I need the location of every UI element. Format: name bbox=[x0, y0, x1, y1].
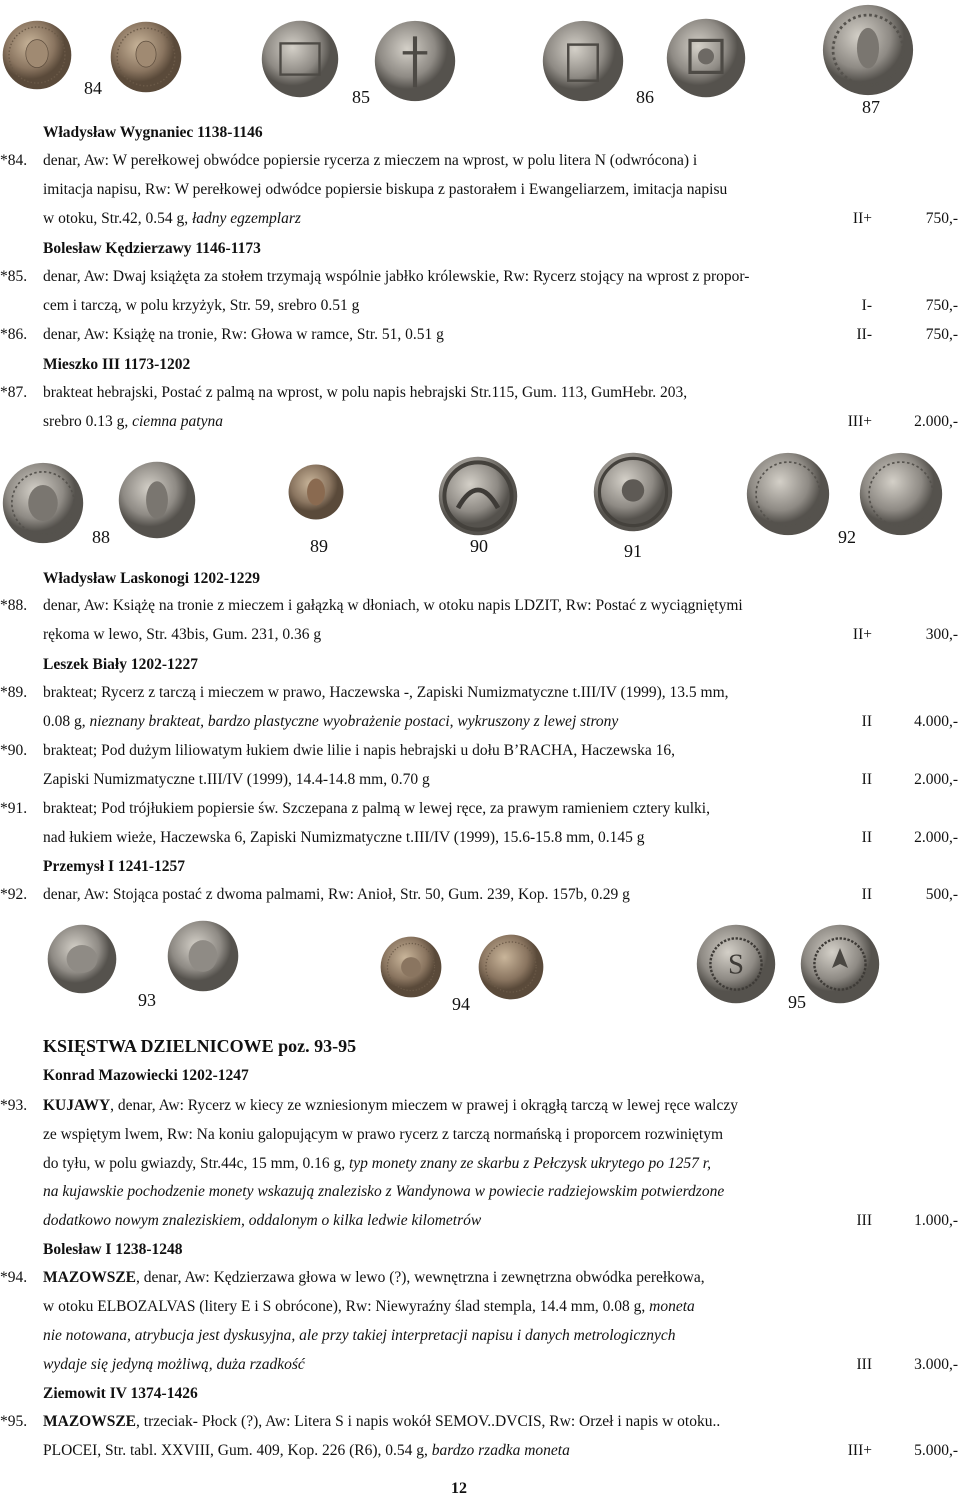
lot-note: ładny egzemplarz bbox=[191, 210, 301, 227]
coin-label-86: 86 bbox=[636, 87, 654, 107]
lot-number: *87. bbox=[0, 384, 28, 401]
coin-94-reverse bbox=[478, 934, 544, 1000]
lot-number: *93. bbox=[0, 1097, 28, 1114]
lot-price: 5.000,- bbox=[914, 1442, 958, 1459]
lot-price: 2.000,- bbox=[914, 413, 958, 430]
coin-85-obverse bbox=[258, 20, 342, 98]
coin-label-94: 94 bbox=[452, 994, 470, 1014]
lot-grade: I- bbox=[861, 297, 872, 314]
region-name: MAZOWSZE bbox=[43, 1413, 137, 1430]
lot-grade: III bbox=[856, 1356, 872, 1373]
section-title: KSIĘSTWA DZIELNICOWE poz. 93-95 bbox=[43, 1036, 357, 1056]
coin-91 bbox=[592, 452, 674, 532]
coin-label-84: 84 bbox=[84, 78, 102, 98]
lot-description bbox=[43, 1183, 724, 1201]
lot-grade: II bbox=[861, 829, 872, 846]
lot-description bbox=[43, 1442, 570, 1460]
coin-label-87: 87 bbox=[862, 97, 880, 117]
coin-label-88: 88 bbox=[92, 527, 110, 547]
lot-grade: II bbox=[861, 886, 872, 903]
lot-description bbox=[43, 1413, 720, 1431]
lot-number: *88. bbox=[0, 597, 28, 614]
coin-label-90: 90 bbox=[470, 536, 488, 556]
lot-text: , denar, Aw: Rycerz w kiecy ze wzniesionym mieczem w prawej i okrągłą tarczą w lewej ręce walczy bbox=[110, 1097, 738, 1114]
lot-description: brakteat hebrajski, Postać z palmą na wprost, w polu napis hebrajski Str.115, Gum. 113, GumHebr. 203, bbox=[43, 384, 688, 401]
lot-description bbox=[43, 1327, 676, 1345]
coin-85-reverse bbox=[372, 20, 458, 102]
lot-price: 750,- bbox=[925, 210, 958, 227]
coin-86-reverse bbox=[665, 18, 747, 98]
lot-description bbox=[43, 1097, 738, 1115]
lot-description: cem i tarczą, w polu krzyżyk, Str. 59, srebro 0.51 g bbox=[43, 297, 360, 314]
coin-92-obverse bbox=[746, 452, 830, 536]
ruler-heading: Ziemowit IV 1374-1426 bbox=[43, 1385, 198, 1402]
lot-description: denar, Aw: Książę na tronie z mieczem i gałązką w dłoniach, w otoku napis LDZIT, Rw: Postać z wyciągniętymi bbox=[43, 597, 743, 614]
lot-text: do tyłu, w polu gwiazdy, Str.44c, 15 mm, 0.16 g, bbox=[43, 1155, 346, 1172]
svg-text:S: S bbox=[727, 948, 745, 981]
coin-90 bbox=[438, 456, 518, 536]
lot-number: *86. bbox=[0, 326, 28, 343]
lot-description: denar, Aw: Stojąca postać z dwoma palmami, Rw: Anioł, Str. 50, Gum. 239, Kop. 157b, 0.29 g bbox=[43, 886, 630, 903]
coin-95-reverse bbox=[800, 924, 880, 1004]
lot-grade: II- bbox=[856, 326, 872, 343]
ruler-heading: Konrad Mazowiecki 1202-1247 bbox=[43, 1067, 249, 1084]
lot-number: *90. bbox=[0, 742, 28, 759]
lot-price: 2.000,- bbox=[914, 771, 958, 788]
ruler-heading: Mieszko III 1173-1202 bbox=[43, 356, 191, 373]
ruler-heading: Bolesław Kędzierzawy 1146-1173 bbox=[43, 240, 261, 257]
lot-text: srebro 0.13 g, bbox=[43, 413, 129, 430]
lot-text: 0.08 g, bbox=[43, 713, 86, 730]
lot-description: denar, Aw: Dwaj książęta za stołem trzymają wspólnie jabłko królewskie, Rw: Rycerz stojący na wprost z propor- bbox=[43, 268, 750, 285]
lot-grade: II bbox=[861, 771, 872, 788]
lot-description bbox=[43, 1155, 711, 1173]
lot-description: ze wspiętym lwem, Rw: Na koniu galopującym w prawo rycerz z tarczą normańską i proporcem rozwiniętym bbox=[43, 1126, 724, 1143]
lot-grade: II+ bbox=[852, 626, 872, 643]
coin-92-reverse bbox=[856, 452, 946, 536]
coin-84-obverse bbox=[2, 20, 72, 90]
ruler-heading: Władysław Laskonogi 1202-1229 bbox=[43, 570, 261, 587]
coin-95-obverse bbox=[696, 924, 776, 1004]
coin-87 bbox=[822, 4, 914, 96]
lot-price: 4.000,- bbox=[914, 713, 958, 730]
lot-number: *85. bbox=[0, 268, 28, 285]
lot-grade: III bbox=[856, 1212, 872, 1229]
lot-note: typ monety znany ze skarbu z Pełczysk ukrytego po 1257 r, bbox=[348, 1155, 711, 1172]
coin-label-93: 93 bbox=[138, 990, 156, 1010]
lot-price: 1.000,- bbox=[914, 1212, 958, 1229]
lot-description: brakteat; Pod trójłukiem popiersie św. Szczepana z palmą w lewej ręce, za prawym ramieniem cztery kulki, bbox=[43, 800, 710, 817]
coin-93-obverse bbox=[46, 924, 118, 994]
coin-93-reverse bbox=[166, 920, 240, 992]
ruler-heading: Władysław Wygnaniec 1138-1146 bbox=[43, 124, 263, 141]
lot-grade: II bbox=[861, 713, 872, 730]
lot-price: 750,- bbox=[925, 297, 958, 314]
lot-note: moneta bbox=[649, 1298, 695, 1315]
ruler-heading: Przemysł I 1241-1257 bbox=[43, 858, 186, 875]
lot-description bbox=[43, 1298, 695, 1316]
lot-text: PLOCEI, Str. tabl. XXVIII, Gum. 409, Kop. 226 (R6), 0.54 g, bbox=[43, 1442, 428, 1459]
lot-number: *89. bbox=[0, 684, 28, 701]
lot-note: na kujawskie pochodzenie monety wskazują znalezisko z Wandynowa w powiecie radziejowskim potwierdzone bbox=[43, 1183, 725, 1200]
lot-description: nad łukiem wieże, Haczewska 6, Zapiski Numizmatyczne t.III/IV (1999), 15.6-15.8 mm, 0.145 g bbox=[43, 829, 645, 846]
lot-price: 3.000,- bbox=[914, 1356, 958, 1373]
lot-description: imitacja napisu, Rw: W perełkowej odwódce popiersie biskupa z pastorałem i Ewangeliarzem, imitacja napisu bbox=[43, 181, 728, 198]
lot-note: nie notowana, atrybucja jest dyskusyjna, ale przy takiej interpretacji napisu i danych metrologicznych bbox=[43, 1327, 676, 1344]
lot-note: dodatkowo nowym znaleziskiem, oddalonym o kilka ledwie kilometrów bbox=[43, 1212, 482, 1229]
lot-description: brakteat; Pod dużym liliowatym łukiem dwie lilie i napis hebrajski u dołu B’RACHA, Haczewska 16, bbox=[43, 742, 675, 759]
lot-note: nieznany brakteat, bardzo plastyczne wyobrażenie postaci, wykruszony z lewej strony bbox=[89, 713, 619, 730]
coin-94-obverse bbox=[378, 936, 444, 998]
lot-number: *91. bbox=[0, 800, 28, 817]
lot-price: 300,- bbox=[925, 626, 958, 643]
page-number: 12 bbox=[451, 1480, 467, 1497]
lot-description bbox=[43, 413, 223, 431]
lot-description bbox=[43, 210, 301, 228]
lot-text: , trzeciak- Płock (?), Aw: Litera S i napis wokół SEMOV..DVCIS, Rw: Orzeł i napis w otoku.. bbox=[136, 1413, 721, 1430]
lot-number: *84. bbox=[0, 152, 28, 169]
coin-label-92: 92 bbox=[838, 527, 856, 547]
coin-label-91: 91 bbox=[624, 541, 642, 561]
lot-number: *92. bbox=[0, 886, 28, 903]
lot-text: , denar, Aw: Kędzierzawa głowa w lewo (?), wewnętrzna i zewnętrzna obwódka perełkowa, bbox=[136, 1269, 705, 1286]
lot-note: ciemna patyna bbox=[132, 413, 223, 430]
region-name: KUJAWY bbox=[43, 1097, 111, 1114]
coin-88-obverse bbox=[2, 462, 84, 544]
lot-description bbox=[43, 713, 618, 731]
lot-description: Zapiski Numizmatyczne t.III/IV (1999), 14.4-14.8 mm, 0.70 g bbox=[43, 771, 430, 788]
ruler-heading: Bolesław I 1238-1248 bbox=[43, 1241, 183, 1258]
ruler-heading: Leszek Biały 1202-1227 bbox=[43, 656, 198, 673]
lot-description: denar, Aw: Książę na tronie, Rw: Głowa w ramce, Str. 51, 0.51 g bbox=[43, 326, 444, 343]
lot-description: denar, Aw: W perełkowej obwódce popiersie rycerza z mieczem na wprost, w polu litera N (odwrócona) i bbox=[43, 152, 698, 169]
coin-84-reverse bbox=[110, 18, 182, 96]
lot-price: 750,- bbox=[925, 326, 958, 343]
coin-89 bbox=[288, 463, 344, 521]
coin-label-85: 85 bbox=[352, 87, 370, 107]
lot-number: *95. bbox=[0, 1413, 28, 1430]
lot-description bbox=[43, 1356, 305, 1374]
coin-86-obverse bbox=[540, 20, 626, 102]
lot-text: w otoku, Str.42, 0.54 g, bbox=[43, 210, 189, 227]
lot-description bbox=[43, 1212, 481, 1230]
coin-label-89: 89 bbox=[310, 536, 328, 556]
lot-note: wydaje się jedyną możliwą, duża rzadkość bbox=[43, 1356, 305, 1373]
lot-note: bardzo rzadka moneta bbox=[431, 1442, 570, 1459]
coin-88-reverse bbox=[118, 460, 196, 540]
lot-grade: III+ bbox=[847, 1442, 872, 1459]
lot-price: 500,- bbox=[925, 886, 958, 903]
lot-text: w otoku ELBOZALVAS (litery E i S obrócone), Rw: Niewyraźny ślad stempla, 14.4 mm, 0.08 g, bbox=[43, 1298, 646, 1315]
region-name: MAZOWSZE bbox=[43, 1269, 137, 1286]
lot-description bbox=[43, 1269, 705, 1287]
lot-number: *94. bbox=[0, 1269, 28, 1286]
lot-description: rękoma w lewo, Str. 43bis, Gum. 231, 0.36 g bbox=[43, 626, 322, 643]
lot-price: 2.000,- bbox=[914, 829, 958, 846]
coin-label-95: 95 bbox=[788, 992, 806, 1012]
lot-grade: II+ bbox=[852, 210, 872, 227]
lot-description: brakteat; Rycerz z tarczą i mieczem w prawo, Haczewska -, Zapiski Numizmatyczne t.III/IV (1999), 13.5 mm, bbox=[43, 684, 729, 701]
lot-grade: III+ bbox=[847, 413, 872, 430]
